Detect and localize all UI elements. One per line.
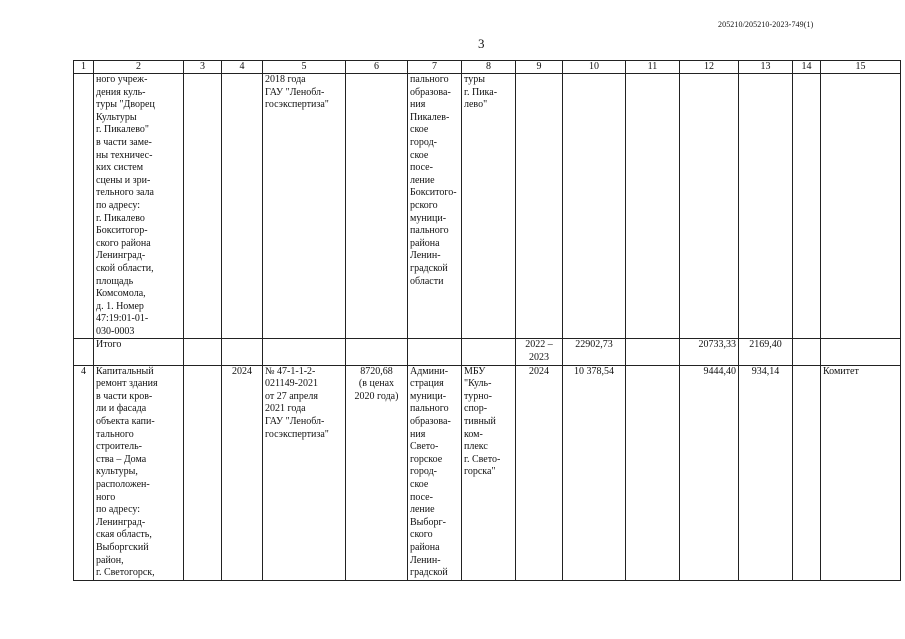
row-number-cell: 4	[74, 365, 94, 580]
table-cell	[680, 74, 739, 339]
total-row	[74, 339, 901, 365]
institution-cell: туры г. Пика- лево"	[462, 74, 516, 339]
local-amount-cell: 934,14	[739, 365, 793, 580]
total-amount-cell: 22902,73	[563, 339, 626, 365]
column-number-row	[74, 61, 901, 74]
object-name-cell: Капитальный ремонт здания в части кров- ли и фасада объекта капи- тального строитель- ства – Дома культуры, расположен- ного по адресу: Ленинград- ская область, Выборгский район, г. Светогорск,	[94, 365, 184, 580]
table-cell	[346, 339, 408, 365]
column-header: 10	[563, 61, 626, 74]
regional-amount-cell: 9444,40	[680, 365, 739, 580]
table-cell	[462, 339, 516, 365]
column-header: 9	[516, 61, 563, 74]
table-cell	[821, 339, 901, 365]
column-header: 8	[462, 61, 516, 74]
total-local-cell: 2169,40	[739, 339, 793, 365]
table-cell	[793, 365, 821, 580]
column-header: 4	[222, 61, 263, 74]
administration-cell: Админи- страция муници- пального образова- ния Свето- горское город- ское посе- ление Выборг- ского района Ленин- градской	[408, 365, 462, 580]
table-cell	[793, 74, 821, 339]
table-cell	[626, 339, 680, 365]
administration-cell: пального образова- ния Пикалев- ское город- ское посе- ление Бокситого- рского муници- пального района Ленин- градской области	[408, 74, 462, 339]
column-header: 14	[793, 61, 821, 74]
table-cell	[408, 339, 462, 365]
column-header: 7	[408, 61, 462, 74]
expertise-cell: 2018 года ГАУ "Ленобл- госэкспертиза"	[263, 74, 346, 339]
responsible-cell: Комитет	[821, 365, 901, 580]
table-cell	[739, 74, 793, 339]
row-number-cell	[74, 74, 94, 339]
total-years-cell: 2022 – 2023	[516, 339, 563, 365]
table-cell	[222, 339, 263, 365]
amount-cell: 10 378,54	[563, 365, 626, 580]
table-row	[74, 74, 901, 339]
document-id: 205210/205210-2023-749(1)	[718, 20, 814, 29]
table-cell	[222, 74, 263, 339]
expertise-cell: № 47-1-1-2- 021149-2021 от 27 апреля 2021 года ГАУ "Ленобл- госэкспертиза"	[263, 365, 346, 580]
table-cell	[184, 339, 222, 365]
column-header: 3	[184, 61, 222, 74]
table-cell	[516, 74, 563, 339]
table-cell	[184, 365, 222, 580]
year-cell: 2024	[222, 365, 263, 580]
table-cell	[184, 74, 222, 339]
table-cell	[821, 74, 901, 339]
column-header: 6	[346, 61, 408, 74]
page-number: 3	[478, 36, 485, 51]
column-header: 11	[626, 61, 680, 74]
object-name-cell: ного учреж- дения куль- туры "Дворец Культуры г. Пикалево" в части заме- ны техничес- ких систем сцены и зри- тельного зала по адресу: г. Пикалево Бокситогор- ского района Ленинград- ской области, площадь Комсомола, д. 1. Номер 47:19:01-01- 030-0003	[94, 74, 184, 339]
table-cell	[263, 339, 346, 365]
estimate-cell: 8720,68 (в ценах 2020 года)	[346, 365, 408, 580]
table-cell	[626, 365, 680, 580]
column-header: 13	[739, 61, 793, 74]
institution-cell: МБУ "Куль- турно- спор- тивный ком- плекс г. Свето- горска"	[462, 365, 516, 580]
table-cell	[793, 339, 821, 365]
budget-table	[73, 60, 901, 581]
column-header: 1	[74, 61, 94, 74]
column-header: 2	[94, 61, 184, 74]
column-header: 12	[680, 61, 739, 74]
table-cell	[346, 74, 408, 339]
total-label: Итого	[94, 339, 184, 365]
table-cell	[626, 74, 680, 339]
table-row	[74, 365, 901, 580]
total-regional-cell: 20733,33	[680, 339, 739, 365]
years-cell: 2024	[516, 365, 563, 580]
table-cell	[563, 74, 626, 339]
table-cell	[74, 339, 94, 365]
column-header: 5	[263, 61, 346, 74]
column-header: 15	[821, 61, 901, 74]
